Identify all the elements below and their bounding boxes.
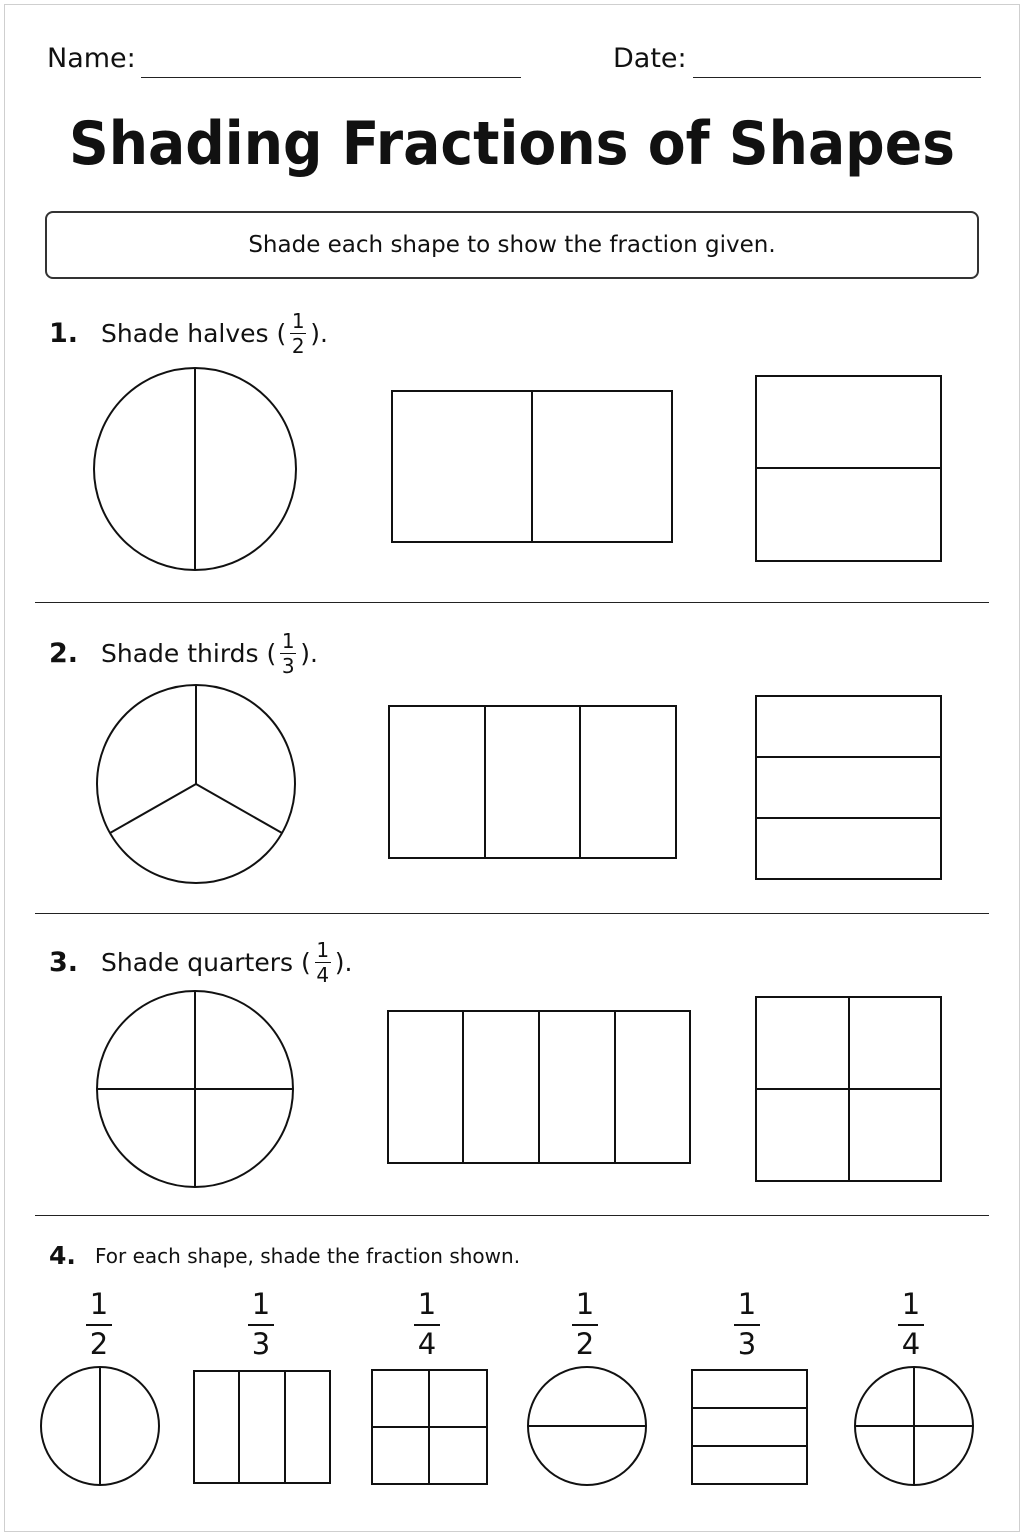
fraction-numerator: 1 [417, 1287, 437, 1321]
question-text: Shade thirds ( [101, 639, 277, 668]
instructions-text: Shade each shape to show the fraction given. [248, 232, 776, 258]
fraction-numerator: 1 [575, 1287, 595, 1321]
q4-rect-thirds[interactable] [194, 1371, 330, 1483]
q2-circle-thirds[interactable] [97, 685, 295, 883]
question-number: 1. [49, 318, 79, 349]
fraction-denominator: 3 [281, 654, 295, 678]
q2-rect-thirds-horizontal[interactable] [756, 696, 941, 879]
q4-circle-quarters[interactable] [855, 1367, 973, 1485]
fraction-denominator: 2 [575, 1326, 595, 1361]
fraction-denominator: 4 [316, 963, 330, 987]
question-number: 3. [49, 947, 79, 978]
q4-rect-thirds-horizontal[interactable] [692, 1370, 807, 1484]
q4-square-quarters[interactable] [372, 1370, 487, 1484]
question-text: Shade quarters ( [101, 948, 311, 977]
fraction-numerator: 1 [291, 309, 305, 333]
fraction-numerator: 1 [281, 629, 295, 653]
fraction-numerator: 1 [737, 1287, 757, 1321]
question-number: 2. [49, 638, 79, 669]
fraction-numerator: 1 [89, 1287, 109, 1321]
fraction-denominator: 2 [89, 1326, 109, 1361]
name-label: Name: [47, 43, 136, 74]
question-text: For each shape, shade the fraction shown. [95, 1243, 521, 1268]
fraction-numerator: 1 [251, 1287, 271, 1321]
fraction-denominator: 4 [901, 1326, 921, 1361]
fraction-denominator: 3 [251, 1326, 271, 1361]
q4-circle-halves-horizontal[interactable] [528, 1367, 646, 1485]
worksheet-page [4, 4, 1020, 1532]
q2-rect-thirds-vertical[interactable] [389, 706, 676, 858]
shapes-canvas [5, 5, 1021, 1533]
question-number: 4. [49, 1241, 76, 1270]
q3-square-quarters[interactable] [756, 997, 941, 1181]
q3-circle-quarters[interactable] [97, 991, 293, 1187]
fraction-numerator: 1 [901, 1287, 921, 1321]
question-text: Shade halves ( [101, 319, 287, 348]
date-label: Date: [613, 43, 687, 74]
fraction-denominator: 2 [291, 334, 305, 358]
q4-circle-halves[interactable] [41, 1367, 159, 1485]
fraction-numerator: 1 [316, 938, 330, 962]
fraction-denominator: 3 [737, 1326, 757, 1361]
q3-rect-quarters-vertical[interactable] [388, 1011, 690, 1163]
page-title: Shading Fractions of Shapes [68, 109, 955, 179]
q1-circle-halves[interactable] [94, 368, 296, 570]
q1-rect-halves-vertical[interactable] [392, 391, 672, 542]
fraction-denominator: 4 [417, 1326, 437, 1361]
question-suffix: ). [310, 319, 328, 348]
q1-rect-halves-horizontal[interactable] [756, 376, 941, 561]
question-suffix: ). [300, 639, 318, 668]
question-suffix: ). [334, 948, 353, 977]
